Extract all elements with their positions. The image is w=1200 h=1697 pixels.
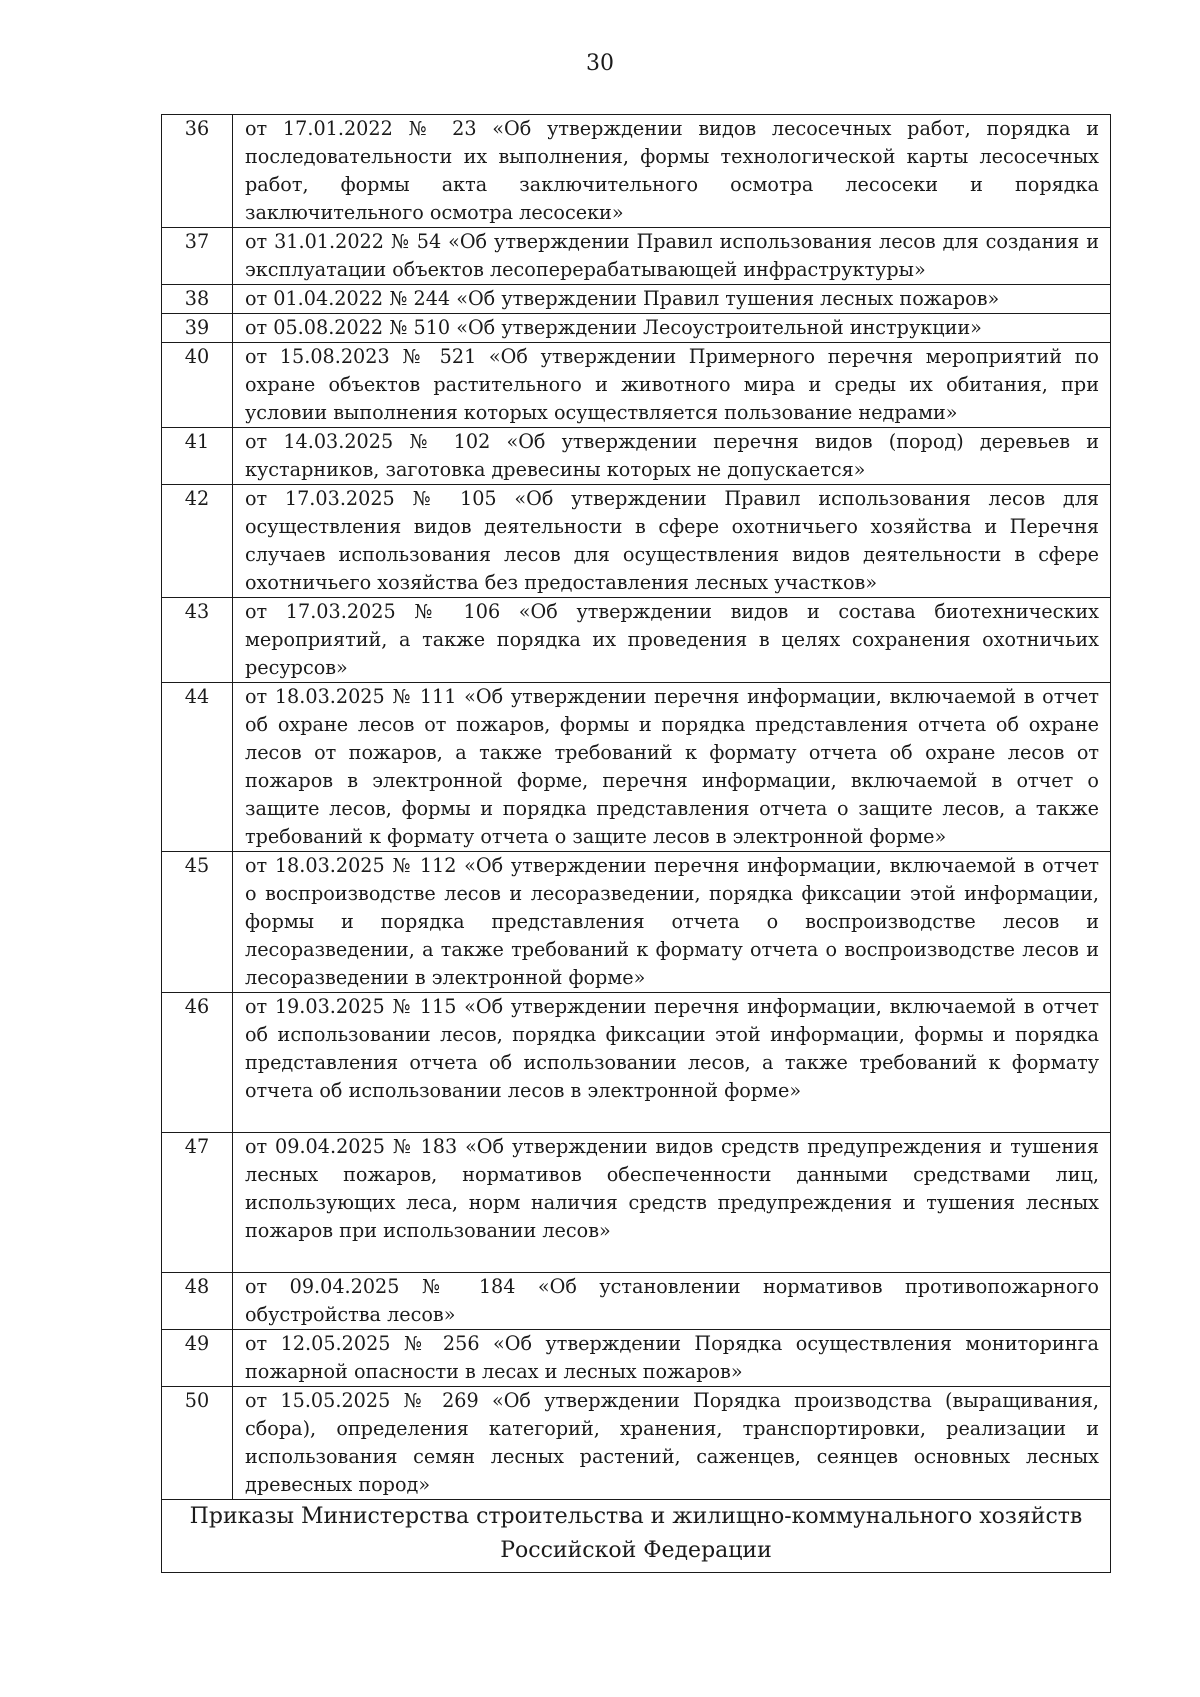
table-row [162,228,1111,285]
row-text: от 15.05.2025 № 269 «Об утверждении Порядка производства (выращивания, сбора), определения категорий, хранения, транспортировки, реализации и использования семян лесных растений, саженцев, сеянцев основных лесных древесных пород» [233,1387,1111,1500]
table-row [162,115,1111,228]
row-text: от 19.03.2025 № 115 «Об утверждении перечня информации, включаемой в отчет об использовании лесов, порядка фиксации этой информации, формы и порядка представления отчета об использовании лесов, а также требований к формату отчета об использовании лесов в электронной форме» [233,993,1111,1133]
table-row [162,1330,1111,1387]
row-text: от 18.03.2025 № 112 «Об утверждении перечня информации, включаемой в отчет о воспроизводстве лесов и лесоразведении, порядка фиксации этой информации, формы и порядка представления отчета о воспроизводстве лесов и лесоразведении, а также требований к формату отчета о воспроизводстве лесов и лесоразведении в электронной форме» [233,852,1111,993]
row-text: от 09.04.2025 № 183 «Об утверждении видов средств предупреждения и тушения лесных пожаров, нормативов обеспеченности данными средствами лиц, использующих леса, норм наличия средств предупреждения и тушения лесных пожаров при использовании лесов» [233,1133,1111,1273]
row-text: от 05.08.2022 № 510 «Об утверждении Лесоустроительной инструкции» [233,314,1111,343]
row-number: 47 [162,1133,233,1273]
section-heading-line: Российской Федерации [500,1538,772,1563]
row-text: от 17.03.2025 № 105 «Об утверждении Правил использования лесов для осуществления видов деятельности в сфере охотничьего хозяйства и Перечня случаев использования лесов для осуществления видов деятельности в сфере охотничьего хозяйства без предоставления лесных участков» [233,485,1111,598]
row-number: 43 [162,598,233,683]
row-text: от 31.01.2022 № 54 «Об утверждении Правил использования лесов для создания и эксплуатации объектов лесоперерабатывающей инфраструктуры» [233,228,1111,285]
table-row [162,683,1111,852]
row-number: 45 [162,852,233,993]
row-text: от 17.01.2022 № 23 «Об утверждении видов лесосечных работ, порядка и последовательности их выполнения, формы технологической карты лесосечных работ, формы акта заключительного осмотра лесосеки и порядка заключительного осмотра лесосеки» [233,115,1111,228]
row-number: 50 [162,1387,233,1500]
table-row [162,1133,1111,1273]
row-number: 44 [162,683,233,852]
table-row [162,285,1111,314]
row-text: от 18.03.2025 № 111 «Об утверждении перечня информации, включаемой в отчет об охране лесов от пожаров, формы и порядка представления отчета об охране лесов от пожаров, а также требований к формату отчета об охране лесов от пожаров в электронной форме, перечня информации, включаемой в отчет о защите лесов, формы и порядка представления отчета о защите лесов, а также требований к формату отчета о защите лесов в электронной форме» [233,683,1111,852]
row-number: 49 [162,1330,233,1387]
row-text: от 15.08.2023 № 521 «Об утверждении Примерного перечня мероприятий по охране объектов растительного и животного мира и среды их обитания, при условии выполнения которых осуществляется пользование недрами» [233,343,1111,428]
regulations-table [161,114,1111,1573]
row-text: от 01.04.2022 № 244 «Об утверждении Правил тушения лесных пожаров» [233,285,1111,314]
row-number: 40 [162,343,233,428]
row-number: 41 [162,428,233,485]
page-number: 30 [586,51,614,76]
table-row [162,1387,1111,1500]
row-text: от 12.05.2025 № 256 «Об утверждении Порядка осуществления мониторинга пожарной опасности в лесах и лесных пожаров» [233,1330,1111,1387]
table-row [162,598,1111,683]
row-number: 42 [162,485,233,598]
table-row [162,343,1111,428]
row-text: от 09.04.2025 № 184 «Об установлении нормативов противопожарного обустройства лесов» [233,1273,1111,1330]
row-text: от 17.03.2025 № 106 «Об утверждении видов и состава биотехнических мероприятий, а также порядка их проведения в целях сохранения охотничьих ресурсов» [233,598,1111,683]
table-row [162,485,1111,598]
row-number: 46 [162,993,233,1133]
row-number: 37 [162,228,233,285]
row-number: 48 [162,1273,233,1330]
table-row [162,314,1111,343]
table-row [162,1273,1111,1330]
section-heading [162,1500,1111,1573]
row-number: 39 [162,314,233,343]
section-heading-row [162,1500,1111,1573]
row-text: от 14.03.2025 № 102 «Об утверждении перечня видов (пород) деревьев и кустарников, заготовка древесины которых не допускается» [233,428,1111,485]
table-row [162,993,1111,1133]
row-number: 36 [162,115,233,228]
section-heading-line: Приказы Министерства строительства и жилищно-коммунального хозяйств [189,1504,1083,1529]
row-number: 38 [162,285,233,314]
table-row [162,852,1111,993]
table-row [162,428,1111,485]
